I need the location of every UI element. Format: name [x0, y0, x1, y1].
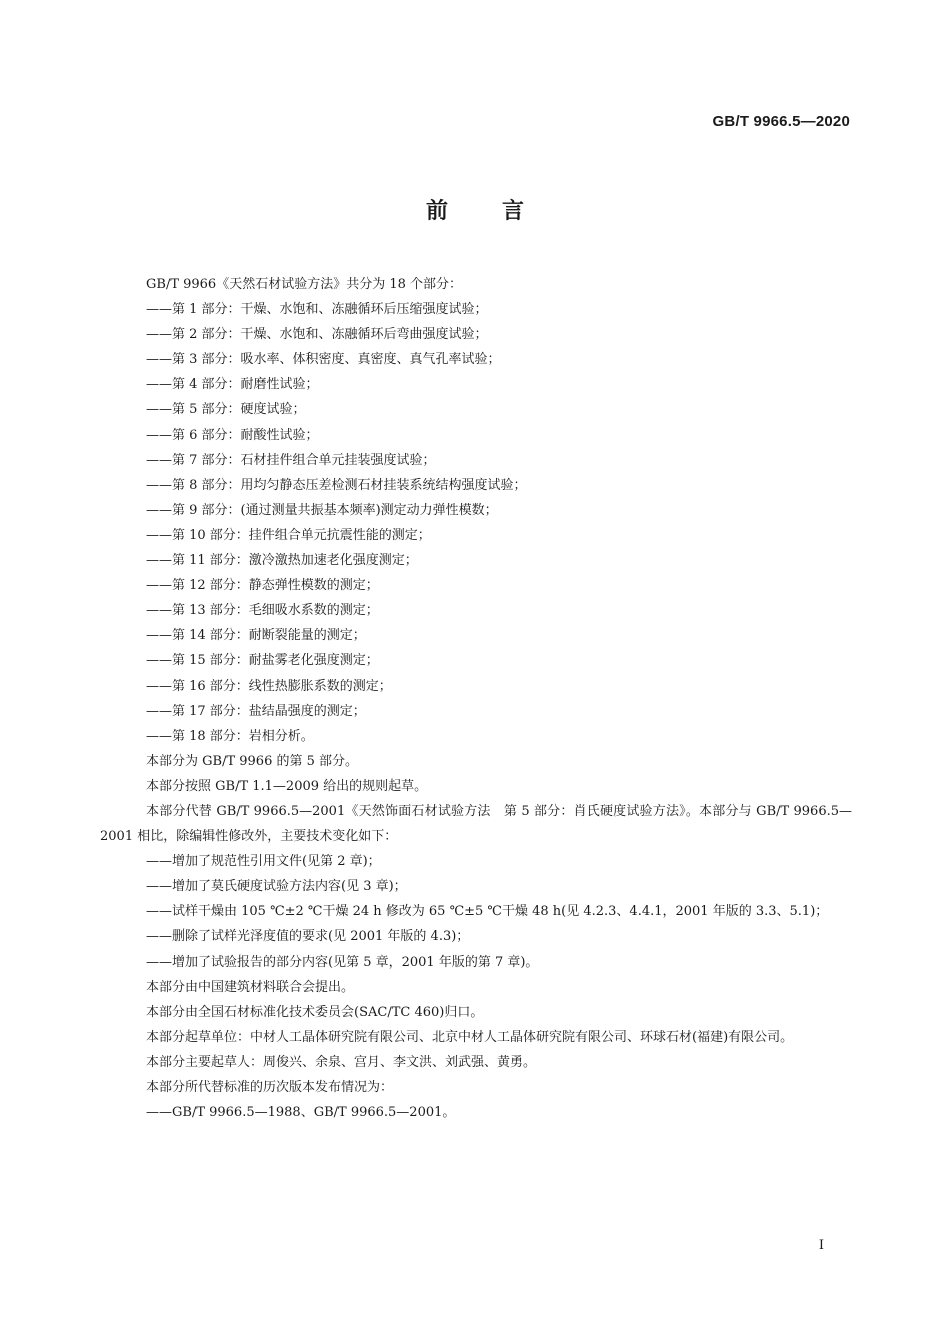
history-item: ——GB/T 9966.5—1988、GB/T 9966.5—2001。 — [146, 1105, 456, 1121]
part-item: ——第 6 部分：耐酸性试验； — [146, 427, 319, 443]
this-part-paragraph: 本部分为 GB/T 9966 的第 5 部分。 — [146, 753, 359, 769]
part-item: ——第 7 部分：石材挂件组合单元挂装强度试验； — [146, 452, 436, 468]
history-intro-paragraph: 本部分所代替标准的历次版本发布情况为： — [146, 1080, 394, 1095]
drafting-units-paragraph: 本部分起草单位：中材人工晶体研究院有限公司、北京中材人工晶体研究院有限公司、环球石材(福建)有限公司。 — [146, 1029, 794, 1045]
part-item: ——第 18 部分：岩相分析。 — [146, 728, 314, 744]
part-item: ——第 12 部分：静态弹性模数的测定； — [146, 578, 379, 594]
drafters-paragraph: 本部分主要起草人：周俊兴、余泉、宫月、李文洪、刘武强、黄勇。 — [146, 1054, 537, 1070]
part-item: ——第 5 部分：硬度试验； — [146, 402, 306, 418]
part-item: ——第 17 部分：盐结晶强度的测定； — [146, 703, 366, 719]
part-item: ——第 3 部分：吸水率、体积密度、真密度、真气孔率试验； — [146, 352, 501, 368]
change-item: ——增加了莫氏硬度试验方法内容(见 3 章)； — [146, 879, 407, 895]
part-item: ——第 4 部分：耐磨性试验； — [146, 377, 319, 393]
page-number: I — [818, 1238, 824, 1253]
part-item: ——第 8 部分：用均匀静态压差检测石材挂装系统结构强度试验； — [146, 477, 527, 493]
part-item: ——第 16 部分：线性热膨胀系数的测定； — [146, 678, 392, 694]
page-title — [0, 194, 950, 225]
part-item: ——第 13 部分：毛细吸水系数的测定； — [146, 603, 379, 619]
title-char-1: 前 — [425, 199, 448, 224]
under-paragraph: 本部分由全国石材标准化技术委员会(SAC/TC 460)归口。 — [146, 1004, 484, 1020]
title-char-2: 言 — [502, 199, 525, 224]
standard-number: GB/T 9966.5—2020 — [712, 113, 850, 130]
replaces-paragraph: 本部分代替 GB/T 9966.5—2001《天然饰面石材试验方法 第 5 部分：肖氏硬度试验方法》。本部分与 GB/T 9966.5—2001 相比，除编辑性修改外，主要技术变化如下： — [100, 803, 852, 845]
change-item: ——增加了规范性引用文件(见第 2 章)； — [146, 854, 381, 870]
proposed-by-paragraph: 本部分由中国建筑材料联合会提出。 — [146, 979, 355, 995]
change-item: ——删除了试样光泽度值的要求(见 2001 年版的 4.3)； — [146, 929, 470, 945]
part-item: ——第 1 部分：干燥、水饱和、冻融循环后压缩强度试验； — [146, 302, 488, 318]
foreword-body — [100, 272, 852, 1125]
part-item: ——第 2 部分：干燥、水饱和、冻融循环后弯曲强度试验； — [146, 327, 488, 343]
change-item: ——试样干燥由 105 ℃±2 ℃干燥 24 h 修改为 65 ℃±5 ℃干燥 48 h(见 4.2.3、4.4.1，2001 年版的 3.3、5.1)； — [146, 904, 829, 920]
drafting-rule-paragraph: 本部分按照 GB/T 1.1—2009 给出的规则起草。 — [146, 778, 428, 794]
part-item: ——第 9 部分：(通过测量共振基本频率)测定动力弹性模数； — [146, 502, 498, 518]
part-item: ——第 11 部分：激冷激热加速老化强度测定； — [146, 553, 418, 569]
part-item: ——第 14 部分：耐断裂能量的测定； — [146, 628, 366, 644]
intro-paragraph: GB/T 9966《天然石材试验方法》共分为 18 个部分： — [146, 277, 463, 292]
part-item: ——第 10 部分：挂件组合单元抗震性能的测定； — [146, 527, 431, 543]
change-item: ——增加了试验报告的部分内容(见第 5 章，2001 年版的第 7 章)。 — [146, 954, 539, 970]
part-item: ——第 15 部分：耐盐雾老化强度测定； — [146, 653, 379, 669]
